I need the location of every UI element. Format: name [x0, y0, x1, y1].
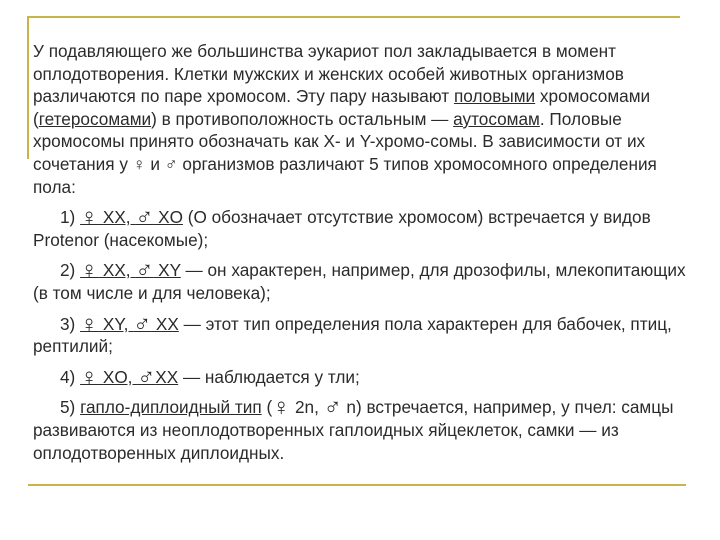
male-symbol-icon: ♂	[137, 363, 156, 391]
term-sex-chromosomes: половыми	[453, 86, 536, 107]
male-ploidy: n)	[341, 397, 362, 418]
item-description: встречается, например, у пчел: самцы развиваются из неоплодотворенных гаплоидных яйцеклеток, самки — из оплодотворенных диплоидных.	[33, 397, 674, 463]
item-number: 5)	[60, 397, 76, 418]
male-genotype: XO	[153, 207, 183, 228]
list-item-4	[33, 364, 703, 389]
female-symbol-icon: ♀	[80, 257, 99, 285]
term-heterosomes: гетеросомами	[38, 108, 152, 129]
term-haplo-diploid: гапло-диплоидный тип	[80, 397, 262, 418]
female-symbol-icon: ♀	[80, 310, 99, 338]
list-item-2	[33, 257, 703, 304]
slide-decor-vertical-line	[27, 16, 29, 159]
slide-decor-top-line	[28, 16, 680, 18]
female-genotype: XO,	[98, 366, 138, 387]
male-genotype: XX	[151, 313, 179, 334]
item-number: 4)	[60, 366, 76, 387]
male-genotype: XX	[155, 366, 179, 387]
item-number: 2)	[60, 260, 76, 281]
slide-decor-bottom-line	[28, 484, 686, 486]
female-genotype: XY,	[98, 313, 134, 334]
intro-paragraph	[33, 40, 703, 198]
male-genotype: XY	[153, 260, 181, 281]
male-symbol-icon: ♂	[135, 204, 154, 232]
male-symbol-icon: ♂	[135, 257, 154, 285]
intro-text-2: хромосомами (	[33, 86, 651, 129]
male-symbol-icon: ♂	[133, 310, 152, 338]
list-item-5	[33, 394, 703, 464]
item-description: — наблюдается у тли;	[178, 366, 360, 387]
list-item-1	[33, 204, 703, 251]
item-paren-open: (	[261, 397, 273, 418]
female-symbol-icon: ♀	[272, 394, 291, 422]
female-symbol-icon: ♀	[80, 204, 99, 232]
item-description: — этот тип определения пола характерен для бабочек, птиц, рептилий;	[33, 313, 672, 357]
item-description: — он характерен, например, для дрозофилы, млекопитающих (в том числе и для человека);	[33, 260, 686, 303]
male-symbol-icon: ♂	[323, 394, 342, 422]
item-number: 1)	[60, 207, 76, 228]
item-description: (О обозначает отсутствие хромосом) встречается у видов Protenor (насекомые);	[33, 207, 651, 250]
slide-text-body	[33, 40, 703, 464]
item-number: 3)	[60, 313, 76, 334]
female-ploidy: 2n,	[290, 397, 324, 418]
term-autosomes: аутосомам	[453, 108, 540, 129]
female-symbol-icon: ♀	[80, 363, 99, 391]
female-genotype: XX,	[98, 260, 136, 281]
list-item-3	[33, 311, 703, 358]
intro-text-4: . Половые хромосомы принято обозначать как Х- и Y-хромо-сомы. В зависимости от их сочетания у ♀ и ♂ организмов различают 5 типов хромосомного определения пола:	[33, 108, 657, 197]
female-genotype: XX,	[98, 207, 136, 228]
intro-text-1: У подавляющего же большинства эукариот пол закладывается в момент оплодотворения. Клетки мужских и женских особей животных организмов различаются по паре хромосом. Эту пару называют	[33, 41, 624, 107]
intro-text-3: ) в противоположность остальным —	[151, 108, 454, 129]
